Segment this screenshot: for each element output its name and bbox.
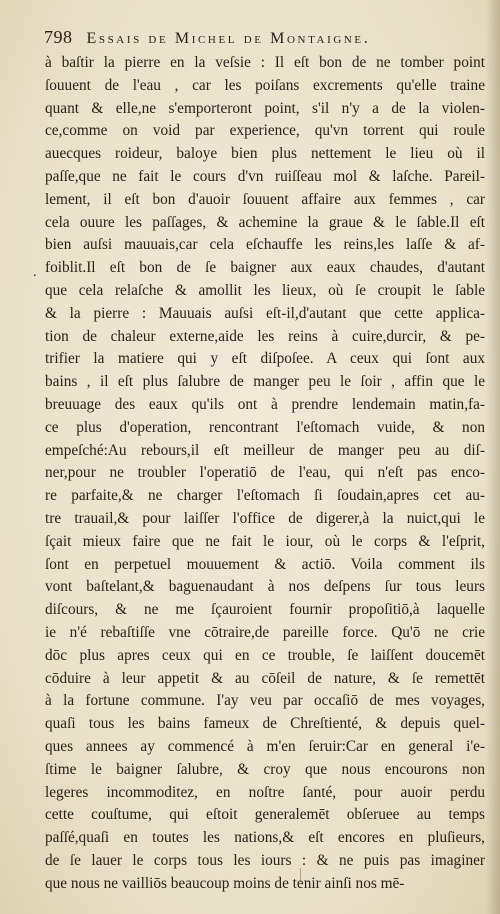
text-line: ce,comme on void par experience, qu'vn torrent qui roule: [45, 122, 485, 140]
body-text: [45, 52, 485, 895]
text-line: tre trauail,& pour laiſſer l'office de digerer,à la nuict,qui le: [45, 509, 485, 527]
spine-shadow: [486, 0, 500, 914]
text-line: empeſché:Au rebours,il eſt meilleur de manger peu au diſ-: [45, 441, 485, 459]
margin-mark: .: [33, 265, 37, 280]
text-line: bains , il eſt plus ſalubre de manger peu le ſoir , affin que le: [45, 373, 485, 391]
text-line: legeres incommoditez, en noſtre ſanté, pour auoir perdu: [45, 783, 485, 801]
text-line: ſtime le baigner ſalubre, & croy que nous encourons non: [45, 760, 485, 778]
text-line: ſont en perpetuel mouuement & actiō. Voila comment ils: [45, 555, 485, 573]
text-line: tion de chaleur externe,aide les reins à cuire,durcir, & pe-: [45, 327, 485, 345]
text-line: bien auſsi mauuais,car cela eſchauffe les reins,les laſſe & af-: [45, 236, 485, 254]
text-line: re parfaite,& ne charger l'eſtomach ſi ſoudain,apres cet au-: [45, 487, 485, 505]
bottom-mark: [300, 868, 307, 882]
text-line: ſouuent de l'eau , car les poiſans excrements qu'elle traine: [45, 76, 485, 94]
text-line: lement, il eſt bon d'auoir ſouuent affaire aux femmes , car: [45, 190, 485, 208]
text-line: cette couſtume, qui eſtoit generalemēt obſeruee au temps: [45, 806, 485, 824]
text-line: ce plus d'operation, rencontrant l'eſtomach vuide, & non: [45, 418, 485, 436]
text-line: breuuage des eaux qu'ils ont à prendre lendemain matin,fa-: [45, 395, 485, 413]
text-line: foiblit.Il eſt bon de ſe baigner aux eaux chaudes, d'autant: [45, 259, 485, 277]
text-line: que cela relaſche & amollit les lieux, où ſe croupit le ſable: [45, 281, 485, 299]
page-header: [44, 27, 484, 51]
text-line: que nous ne vailliōs beaucoup moins de tenir ainſi nos mē-: [45, 874, 405, 892]
text-line: cōduire à leur appetit & au cōſeil de nature, & ſe remettēt: [45, 669, 485, 687]
text-line: à baſtir la pierre en la veſsie : Il eſt bon de ne tomber point: [45, 54, 485, 71]
text-line: auecques roideur, baloye bien plus nettement le lieu où il: [45, 145, 485, 163]
text-line: trifier la matiere qui y eſt diſpoſee. A ceux qui ſont aux: [45, 350, 485, 368]
text-line: vont baſtelant,& baguenaudant à nos deſpens ſur tous leurs: [45, 578, 485, 596]
text-line: quaſi tous les bains fameux de Chreſtienté, & depuis quel-: [45, 715, 485, 733]
text-line: ie n'é rebaſtiſſe vne cōtraire,de pareille force. Qu'ō ne crie: [45, 623, 485, 641]
text-line: diſcours, & ne me ſçauroient fournir propoſitiō,à laquelle: [45, 601, 485, 619]
page-number: 798: [44, 27, 73, 47]
text-line: à la fortune commune. I'ay veu par occaſiō de mes voyages,: [45, 692, 485, 710]
text-line: quant & elle,ne s'emporteront point, s'il n'y a de la violen-: [45, 99, 485, 117]
text-line: paſſé,quaſi en toutes les nations,& eſt encores en pluſieurs,: [45, 829, 485, 847]
text-line: paſſe,que ne fait le cours d'vn ruiſſeau mol & laſche. Pareil-: [45, 167, 485, 185]
text-line: cela ouure les paſſages, & achemine la graue & le ſable.Il eſt: [45, 213, 485, 231]
text-line: ques annees ay commencé à m'en ſeruir:Car en general i'e-: [45, 737, 485, 755]
text-line: ner,pour ne troubler l'operatiō de l'eau, qui n'eſt pas enco-: [45, 464, 485, 482]
text-line: dōc plus apres ceux qui en ce trouble, ſe laiſſent doucemēt: [45, 646, 485, 664]
text-line: ſçait mieux faire que ne fait le iour, où le corps & l'eſprit,: [45, 532, 485, 550]
running-head: Essais de Michel de Montaigne.: [86, 30, 371, 47]
text-line: & la pierre : Mauuais auſsi eſt-il,d'autant que cette applica-: [45, 304, 485, 322]
text-line: de ſe lauer le corps tous les iours : & ne puis pas imaginer: [45, 851, 485, 869]
